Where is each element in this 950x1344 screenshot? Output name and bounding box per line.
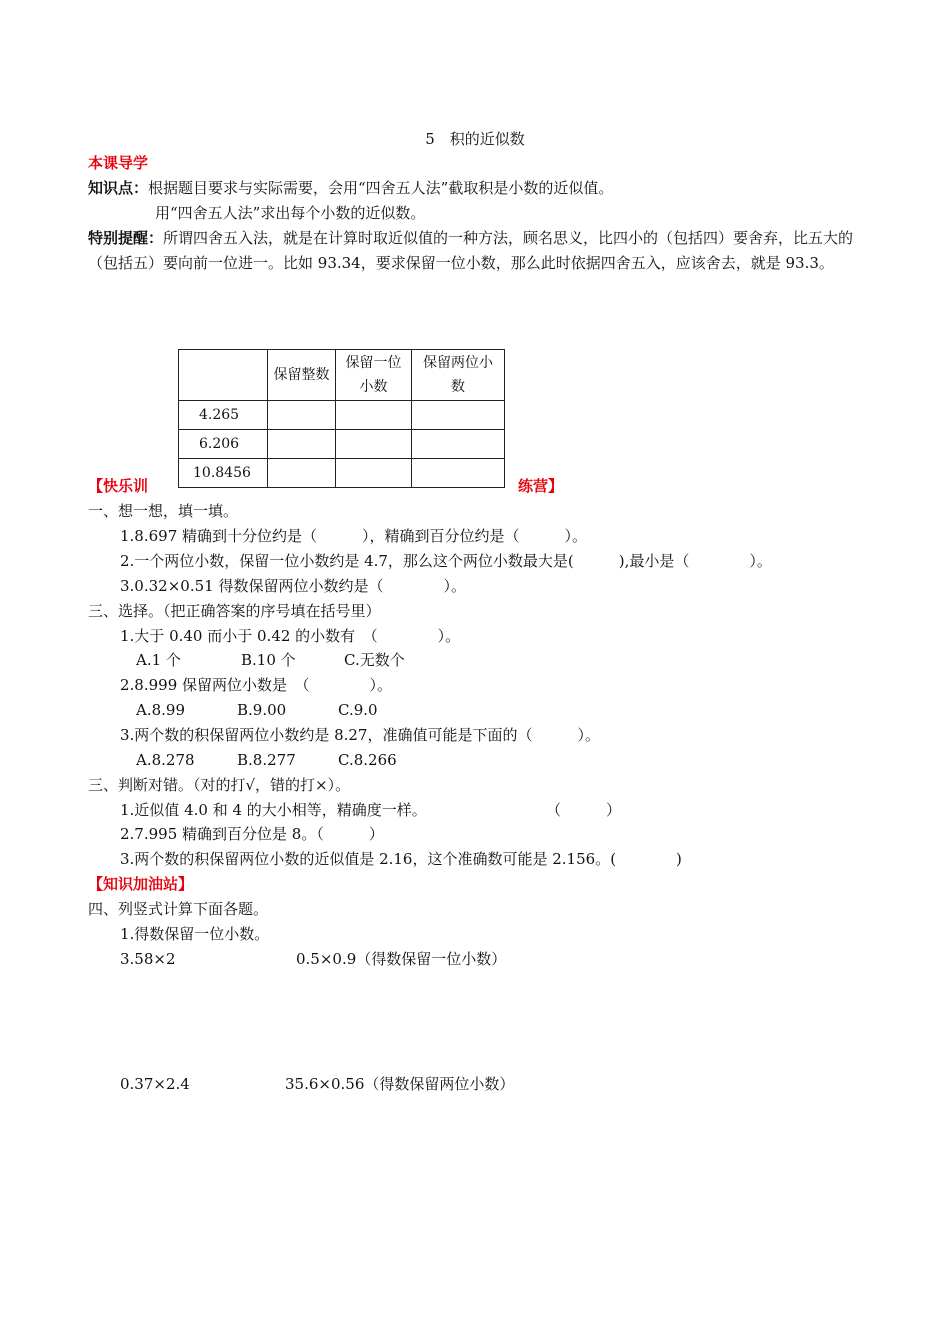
question-3-2: 2.7.995 精确到百分位是 8。（ ） — [120, 825, 384, 843]
question-3-3: 3.两个数的积保留两位小数的近似值是 2.16，这个准确数可能是 2.156。( ) — [120, 850, 682, 868]
section-4-title: 四、列竖式计算下面各题。 — [88, 900, 269, 918]
answer-cell[interactable] — [336, 430, 412, 459]
answer-cell[interactable] — [268, 459, 336, 488]
option-a: A.8.278 — [136, 751, 195, 769]
page-title: 5 积的近似数 — [425, 130, 525, 148]
question-1-2: 2.一个两位小数，保留一位小数约是 4.7，那么这个两位小数最大是( ),最小是（ ）。 — [120, 552, 772, 570]
question-1-3: 3.0.32×0.51 得数保留两位小数约是（ ）。 — [120, 577, 466, 595]
answer-parenthesis: （ ） — [546, 801, 622, 819]
calc-expression-4: 35.6×0.56（得数保留两位小数） — [285, 1075, 515, 1093]
answer-cell[interactable] — [412, 459, 505, 488]
practice-heading-left: 【快乐训 — [88, 477, 149, 495]
table-header-row — [179, 350, 505, 401]
extra-heading: 【知识加油站】 — [88, 875, 194, 893]
table-row — [179, 430, 505, 459]
reminder-label: 特别提醒： — [88, 229, 164, 247]
practice-heading-right: 练营】 — [518, 477, 564, 495]
calc-expression-1: 3.58×2 — [120, 950, 176, 968]
option-b: B.9.00 — [237, 701, 287, 719]
calc-expression-3: 0.37×2.4 — [120, 1075, 190, 1093]
table-row-label: 10.8456 — [179, 459, 268, 488]
knowledge-text-2: 用“四舍五人法”求出每个小数的近似数。 — [155, 204, 426, 222]
knowledge-line — [88, 178, 613, 198]
section-1-title: 一、想一想，填一填。 — [88, 502, 239, 520]
table-row — [179, 401, 505, 430]
option-a: A.8.99 — [136, 701, 185, 719]
table-corner-cell — [179, 350, 268, 401]
reminder-paragraph — [88, 226, 874, 276]
option-c: C.8.266 — [338, 751, 397, 769]
question-1-1: 1.8.697 精确到十分位约是（ ），精确到百分位约是（ ）。 — [120, 527, 588, 545]
answer-cell[interactable] — [412, 430, 505, 459]
answer-cell[interactable] — [412, 401, 505, 430]
option-c: C.9.0 — [338, 701, 378, 719]
answer-cell[interactable] — [336, 401, 412, 430]
knowledge-label: 知识点： — [88, 179, 149, 197]
option-c: C.无数个 — [344, 651, 405, 669]
table-header-cell: 保留两位小数 — [412, 350, 505, 401]
question-3-1: 1.近似值 4.0 和 4 的大小相等，精确度一样。 — [120, 801, 427, 819]
table-header-cell: 保留整数 — [268, 350, 336, 401]
table-row — [179, 459, 505, 488]
knowledge-text-1: 根据题目要求与实际需要，会用“四舍五人法”截取积是小数的近似值。 — [148, 179, 614, 197]
table-header-cell: 保留一位小数 — [336, 350, 412, 401]
question-2-3: 3.两个数的积保留两位小数约是 8.27，准确值可能是下面的（ ）。 — [120, 726, 600, 744]
section-3-title: 三、判断对错。（对的打√，错的打×）。 — [88, 776, 351, 794]
answer-cell[interactable] — [268, 430, 336, 459]
rounding-table — [178, 349, 505, 488]
calc-expression-2: 0.5×0.9（得数保留一位小数） — [296, 950, 507, 968]
option-b: B.8.277 — [237, 751, 296, 769]
answer-cell[interactable] — [336, 459, 412, 488]
question-2-2: 2.8.999 保留两位小数是 （ ）。 — [120, 676, 393, 694]
option-b: B.10 个 — [241, 651, 296, 669]
option-a: A.1 个 — [136, 651, 181, 669]
question-2-1: 1.大于 0.40 而小于 0.42 的小数有 （ ）。 — [120, 627, 461, 645]
section-4-subtitle: 1.得数保留一位小数。 — [120, 925, 270, 943]
guide-heading: 本课导学 — [88, 154, 149, 172]
section-2-title: 三、选择。（把正确答案的序号填在括号里） — [88, 602, 381, 620]
table-row-label: 4.265 — [179, 401, 268, 430]
answer-cell[interactable] — [268, 401, 336, 430]
reminder-text: 所谓四舍五入法，就是在计算时取近似值的一种方法，顾名思义，比四小的（包括四）要舍弃，比五大的（包括五）要向前一位进一。比如 93.34，要求保留一位小数，那么此时依据四舍五入，应该舍去，就是 93.3。 — [88, 229, 854, 272]
table-row-label: 6.206 — [179, 430, 268, 459]
